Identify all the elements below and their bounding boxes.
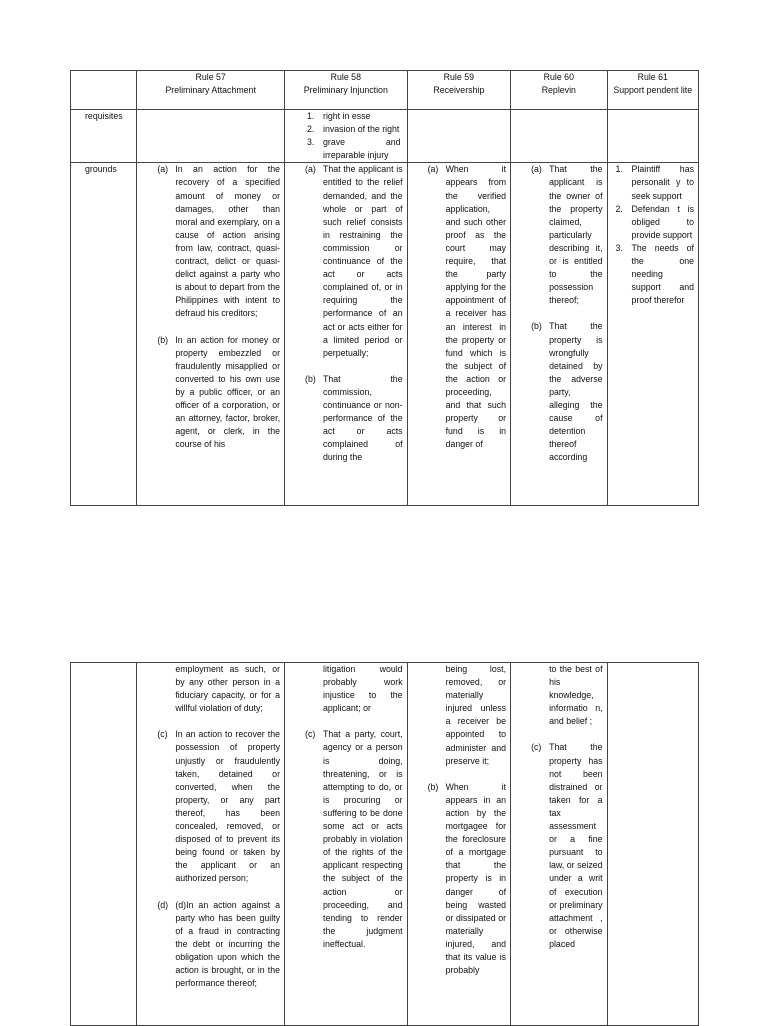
list-item: (b) That the property is wrongfully detained by the adverse party, alleging the cause of detention thereof according: [531, 321, 603, 463]
header-rule58: Rule 58 Preliminary Injunction: [285, 71, 408, 110]
list-item: (a) When it appears from the verified application, and such other proof as the court may require, that the party applying for the appointment of a receiver has an interest in the property or fund which is the subject of the action or proceeding, and that such property or fund is in danger of: [427, 164, 507, 450]
list-item: (b) That the commission, continuance or non-performance of the act or acts complained of during the: [305, 373, 403, 463]
requisites-rule60: [511, 110, 607, 163]
requisites-row: [71, 110, 699, 163]
grounds-label: grounds: [71, 163, 137, 506]
continued-text: to the best of his knowledge, informatio n, and belief ;: [549, 664, 603, 727]
grounds-rule60-continued: [511, 663, 607, 1026]
requisites-rule61: [607, 110, 698, 163]
list-item: 2. Defendan t is obliged to provide support: [615, 203, 694, 240]
grounds-rule59: [407, 163, 510, 506]
grounds-rule57: [137, 163, 285, 506]
grounds-rule58-continued: [285, 663, 408, 1026]
grounds-rule58: [285, 163, 408, 506]
grounds-rule59-continued: [407, 663, 510, 1026]
grounds-rule61-continued: [607, 663, 698, 1026]
header-empty-cell: [71, 71, 137, 110]
grounds-rule57-continued: [137, 663, 285, 1026]
continued-text: employment as such, or by any other person in a fiduciary capacity, or for a willful violation of duty;: [175, 664, 281, 714]
rules-comparison-table-top: [70, 70, 699, 506]
list-item: (a) That the applicant is the owner of the property claimed, particularly describing it, or is entitled to the possession thereof;: [531, 164, 603, 306]
rules-comparison-table-continued: [70, 662, 699, 1026]
requisites-rule58: [285, 110, 408, 163]
continued-text: being lost, removed, or materially injured unless a receiver be appointed to administer and preserve it;: [445, 664, 507, 766]
grounds-rule61: [607, 163, 698, 506]
list-item: 3. grave and irreparable injury: [307, 137, 401, 161]
list-item: (c) That a party, court, agency or a person is doing, threatening, or is attempting to do, or is procuring or suffering to be done some act or acts probably in violation of the rights of the applicant respecting the subject of the action or proceeding, and tending to render the judgment ineffectual.: [305, 729, 403, 949]
list-item: (c) That the property has not been distrained or taken for a tax assessment or a fine pursuant to law, or seized under a writ of execution or preliminary attachment , or otherwise placed: [531, 742, 603, 949]
header-rule60: Rule 60 Replevin: [511, 71, 607, 110]
list-item: (d) (d)In an action against a party who has been guilty of a fraud in contracting the debt or incurring the obligation upon which the action is brought, or in the performance thereof;: [157, 899, 281, 989]
grounds-rule60: [511, 163, 607, 506]
header-rule59: Rule 59 Receivership: [407, 71, 510, 110]
grounds-label-continued: [71, 663, 137, 1026]
requisites-label: requisites: [71, 110, 137, 163]
list-item: 1. Plaintiff has personalit y to seek support: [615, 164, 694, 201]
continued-text: litigation would probably work injustice to the applicant; or: [323, 664, 403, 714]
list-item: (a) That the applicant is entitled to the relief demanded, and the whole or part of such relief consists in restraining the commission or continuance of the act or acts complained of, or in requiring the performance of an act or acts either for a limited period or perpetually;: [305, 164, 403, 358]
list-item: (b) When it appears in an action by the mortgagee for the foreclosure of a mortgage that the property is in danger of being wasted or dissipated or materially injured, and that its value is probably: [427, 781, 507, 976]
requisites-rule59: [407, 110, 510, 163]
list-item: 2. invasion of the right: [307, 124, 400, 135]
header-row: [71, 71, 699, 110]
list-item: 3. The needs of the one needing support and proof therefor: [615, 242, 694, 306]
grounds-row-continued: [71, 663, 699, 1026]
list-item: 1. right in esse: [307, 111, 371, 121]
header-rule57: Rule 57 Preliminary Attachment: [137, 71, 285, 110]
requisites-rule57: [137, 110, 285, 163]
header-rule61: Rule 61 Support pendent lite: [607, 71, 698, 110]
grounds-row: [71, 163, 699, 506]
list-item: (a) In an action for the recovery of a specified amount of money or damages, other than moral and exemplary, on a cause of action arising from law, contract, quasi-contract, delict or quasi-delict against a party who is about to depart from the Philippines with intent to defraud his creditors;: [157, 164, 281, 319]
list-item: (b) In an action for money or property embezzled or fraudulently misapplied or converted to his own use by a public officer, or an officer of a corporation, or an attorney, factor, broker, agent, or clerk, in the course of his: [157, 334, 281, 450]
list-item: (c) In an action to recover the possession of property unjustly or fraudulently taken, detained or converted, when the property, or any part thereof, has been concealed, removed, or disposed of to prevent its being found or taken by the applicant or an authorized person;: [157, 729, 281, 884]
